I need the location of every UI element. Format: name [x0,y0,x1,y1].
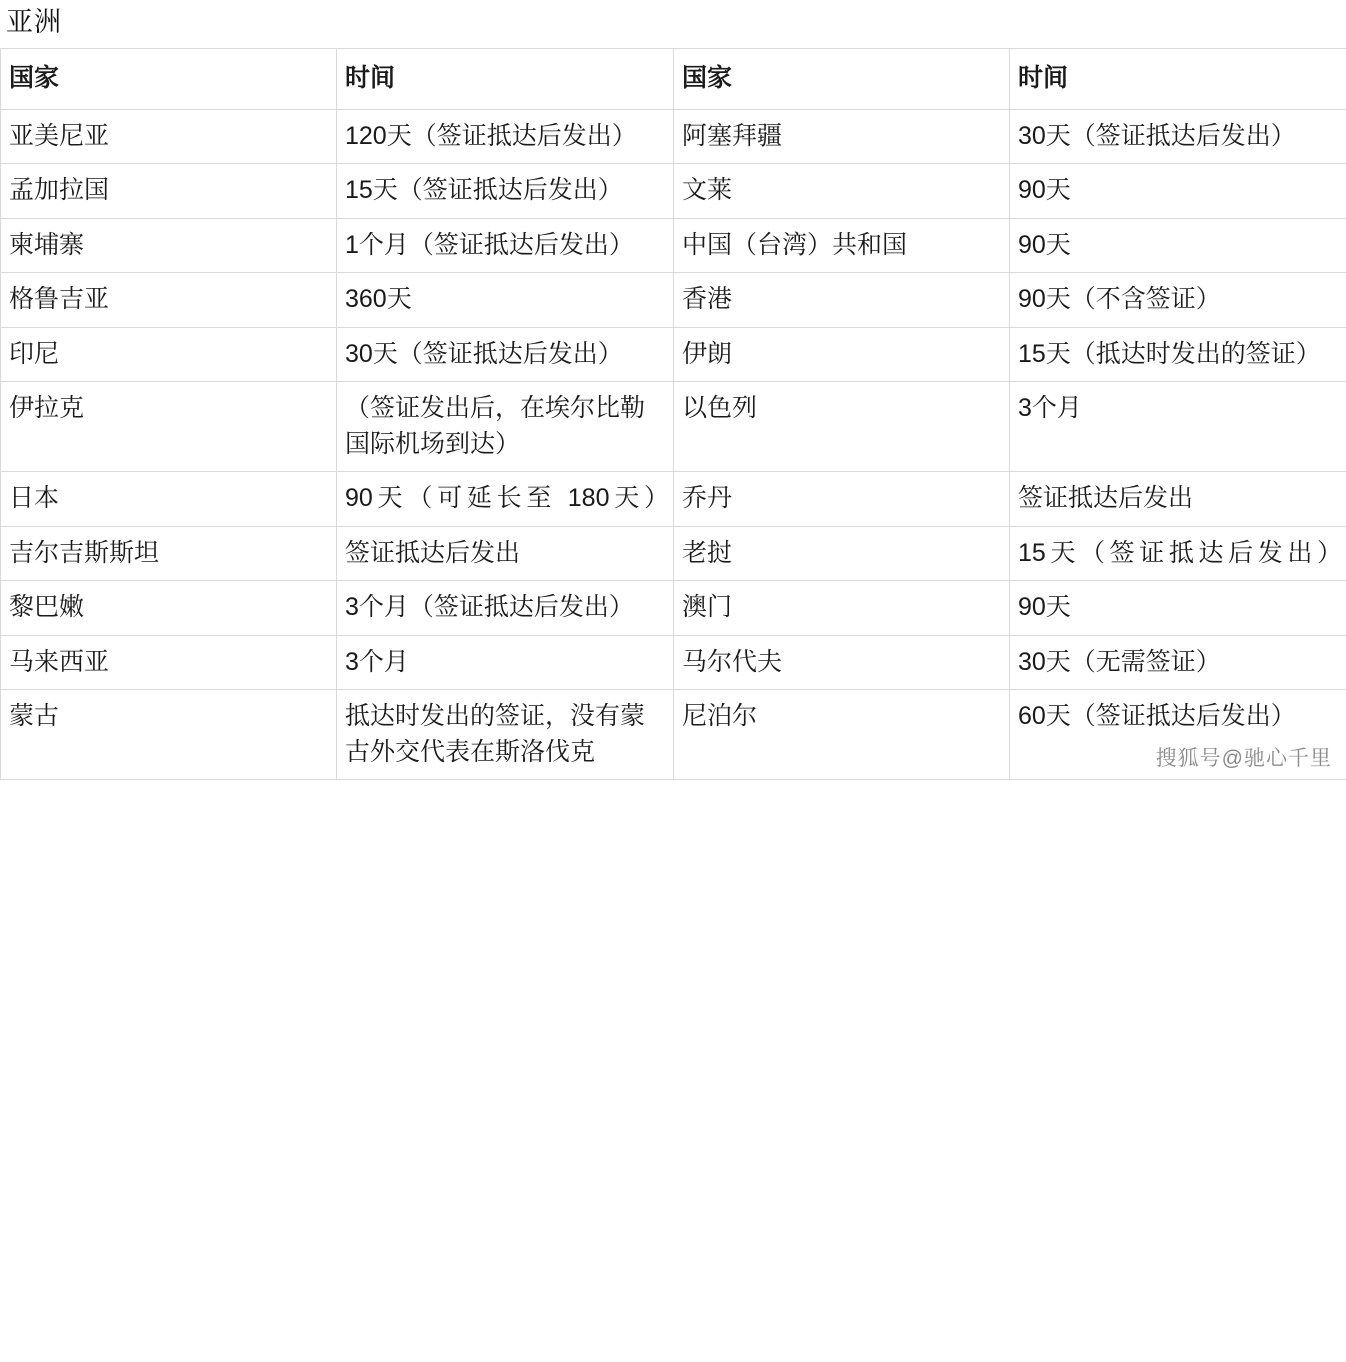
cell-time: 360天 [337,273,674,328]
cell-time: 15天（签证抵达后发出） [337,164,674,219]
cell-time: 3个月 [337,635,674,690]
cell-country: 柬埔寨 [1,218,337,273]
cell-time: 15天（抵达时发出的签证） [1010,327,1346,382]
cell-country: 黎巴嫩 [1,581,337,636]
cell-country: 阿塞拜疆 [674,109,1010,164]
table-row [1,164,1346,219]
cell-country: 印尼 [1,327,337,382]
cell-country: 香港 [674,273,1010,328]
cell-country: 以色列 [674,382,1010,472]
table-row [1,690,1346,780]
cell-country: 亚美尼亚 [1,109,337,164]
cell-country: 伊朗 [674,327,1010,382]
column-header-time-right: 时间 [1010,49,1346,110]
watermark: 搜狐号@驰心千里 [1155,747,1332,771]
column-header-country-left: 国家 [1,49,337,110]
cell-country: 日本 [1,472,337,527]
cell-time: 90天 [1010,164,1346,219]
cell-time: 30天（签证抵达后发出） [337,327,674,382]
table-row [1,581,1346,636]
cell-country: 中国（台湾）共和国 [674,218,1010,273]
cell-time: 3个月（签证抵达后发出） [337,581,674,636]
cell-country: 孟加拉国 [1,164,337,219]
cell-time: 90天 [1010,218,1346,273]
cell-country: 乔丹 [674,472,1010,527]
table-row [1,218,1346,273]
page-title: 亚洲 [6,7,62,37]
table-row [1,382,1346,472]
table-header-row [1,49,1346,110]
cell-country: 澳门 [674,581,1010,636]
cell-country: 马来西亚 [1,635,337,690]
column-header-country-right: 国家 [674,49,1010,110]
cell-country: 伊拉克 [1,382,337,472]
cell-time: 3个月 [1010,382,1346,472]
cell-time: 15天（签证抵达后发出） [1010,526,1346,581]
cell-country: 文莱 [674,164,1010,219]
cell-time: 抵达时发出的签证，没有蒙古外交代表在斯洛伐克 [337,690,674,780]
table-row [1,472,1346,527]
column-header-time-left: 时间 [337,49,674,110]
cell-time: 30天（签证抵达后发出） [1010,109,1346,164]
cell-time: 90天 [1010,581,1346,636]
table-row [1,526,1346,581]
cell-time: 90天（不含签证） [1010,273,1346,328]
table-row [1,327,1346,382]
cell-time: （签证发出后，在埃尔比勒国际机场到达） [337,382,674,472]
cell-time: 1个月（签证抵达后发出） [337,218,674,273]
visa-duration-table [0,48,1346,780]
cell-time: 签证抵达后发出 [1010,472,1346,527]
table-row [1,635,1346,690]
cell-time: 120天（签证抵达后发出） [337,109,674,164]
table-row [1,109,1346,164]
table-row [1,273,1346,328]
cell-country: 格鲁吉亚 [1,273,337,328]
cell-time: 90天（可延长至 180天） [337,472,674,527]
cell-country: 马尔代夫 [674,635,1010,690]
cell-country: 老挝 [674,526,1010,581]
cell-country: 吉尔吉斯斯坦 [1,526,337,581]
cell-time: 签证抵达后发出 [337,526,674,581]
cell-country: 蒙古 [1,690,337,780]
cell-country: 尼泊尔 [674,690,1010,780]
cell-time: 60天（签证抵达后发出） [1010,690,1346,780]
cell-time: 30天（无需签证） [1010,635,1346,690]
